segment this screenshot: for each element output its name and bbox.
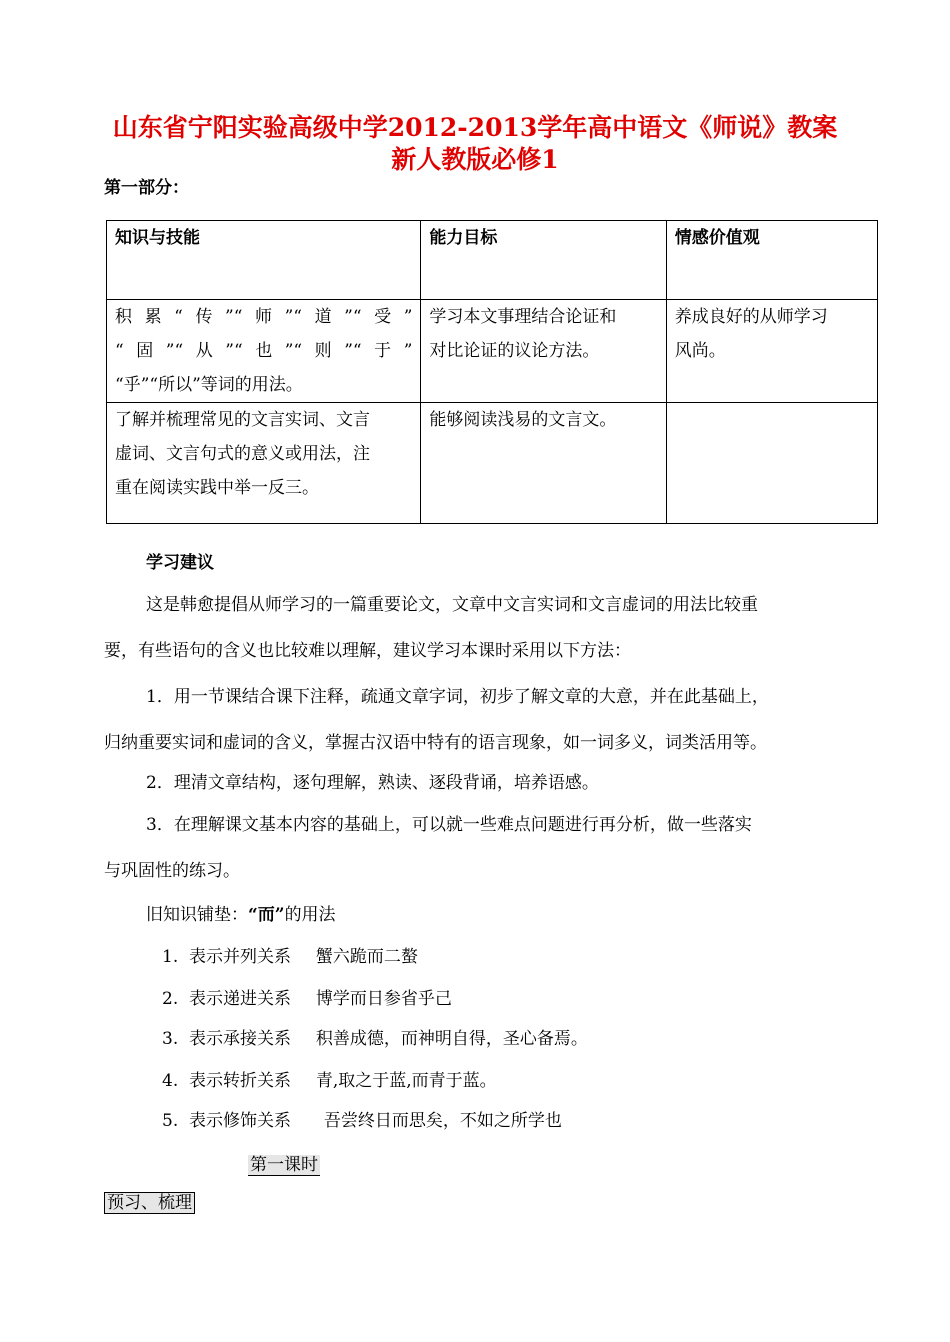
list-item [162,942,418,967]
list-item-number: 1. [162,947,179,967]
study-advice-intro-line1: 这是韩愈提倡从师学习的一篇重要论文，文章中文言实词和文言虚词的用法比较重 [146,595,758,615]
old-knowledge-heading [146,900,336,925]
list-item-example: 吾尝终日而思矣，不如之所学也 [323,1111,562,1131]
list-item-type: 表示修饰关系 [189,1111,292,1131]
study-advice-intro-line2: 要，有些语句的含义也比较难以理解，建议学习本课时采用以下方法： [104,641,631,661]
list-item-number: 2. [162,989,179,1009]
cell-line: 养成良好的从师学习 [674,307,828,327]
list-item-example: 博学而日参省乎己 [315,989,452,1009]
table-cell [107,403,421,524]
table-cell [666,300,877,403]
study-advice-item3-line1: 3．在理解课文基本内容的基础上，可以就一些难点问题进行再分析，做一些落实 [146,815,752,835]
list-item-type: 表示并列关系 [189,947,292,967]
preview-label-text: 预习、梳理 [104,1192,195,1214]
list-item [162,1024,588,1049]
part-label: 第一部分： [104,178,189,198]
list-item-example: 青,取之于蓝,而青于蓝。 [315,1071,497,1091]
list-item-type: 表示转折关系 [189,1071,292,1091]
study-advice-item1-line2: 归纳重要实词和虚词的含义，掌握古汉语中特有的语言现象，如一词多义，词类活用等。 [104,733,767,753]
header-knowledge-skills: 知识与技能 [107,221,421,300]
list-item-example: 积善成德，而神明自得，圣心备焉。 [315,1029,588,1049]
cell-line: “固”“从”“也”“则”“于” [115,341,413,361]
table-cell-empty [666,403,877,524]
cell-line: “乎”“所以”等词的用法。 [115,375,303,395]
study-advice-item1-line1: 1．用一节课结合课下注释，疏通文章字词，初步了解文章的大意，并在此基础上， [146,687,769,707]
list-item-number: 4. [162,1071,179,1091]
list-item [162,1106,562,1131]
cell-line: 积累“传”“师”“道”“受” [115,307,413,327]
cell-line: 虚词、文言句式的意义或用法，注 [115,444,370,464]
old-knowledge-suffix: 的用法 [284,905,336,925]
cell-line: 对比论证的议论方法。 [429,341,600,361]
list-item-type: 表示递进关系 [189,989,292,1009]
old-knowledge-word: “而” [248,905,285,925]
goals-table [106,220,878,524]
list-item-number: 3. [162,1029,179,1049]
header-emotional-values: 情感价值观 [666,221,877,300]
cell-line: 能够阅读浅易的文言文。 [429,410,617,430]
table-header-row [107,221,878,300]
document-title-line2: 新人教版必修1 [391,145,559,174]
list-item-type: 表示承接关系 [189,1029,292,1049]
study-advice-item2: 2．理清文章结构，逐句理解，熟读、逐段背诵，培养语感。 [146,773,599,793]
document-title-line1: 山东省宁阳实验高级中学2012-2013学年高中语文《师说》教案 [112,113,838,142]
cell-line: 了解并梳理常见的文言实词、文言 [115,410,370,430]
list-item-number: 5. [162,1111,179,1131]
lesson-label [248,1150,320,1175]
cell-line: 学习本文事理结合论证和 [429,307,617,327]
old-knowledge-prefix: 旧知识铺垫： [146,905,248,925]
list-item [162,984,452,1009]
table-cell [107,300,421,403]
table-cell [421,300,666,403]
table-row [107,300,878,403]
header-ability-goals: 能力目标 [421,221,666,300]
table-row [107,403,878,524]
list-item-example: 蟹六跪而二螯 [315,947,418,967]
study-advice-item3-line2: 与巩固性的练习。 [104,861,240,881]
list-item [162,1066,497,1091]
table-cell [421,403,666,524]
cell-line: 风尚。 [674,341,726,361]
preview-label [104,1188,195,1213]
lesson-label-text: 第一课时 [250,1155,318,1175]
study-advice-heading: 学习建议 [146,553,214,573]
cell-line: 重在阅读实践中举一反三。 [115,478,319,498]
